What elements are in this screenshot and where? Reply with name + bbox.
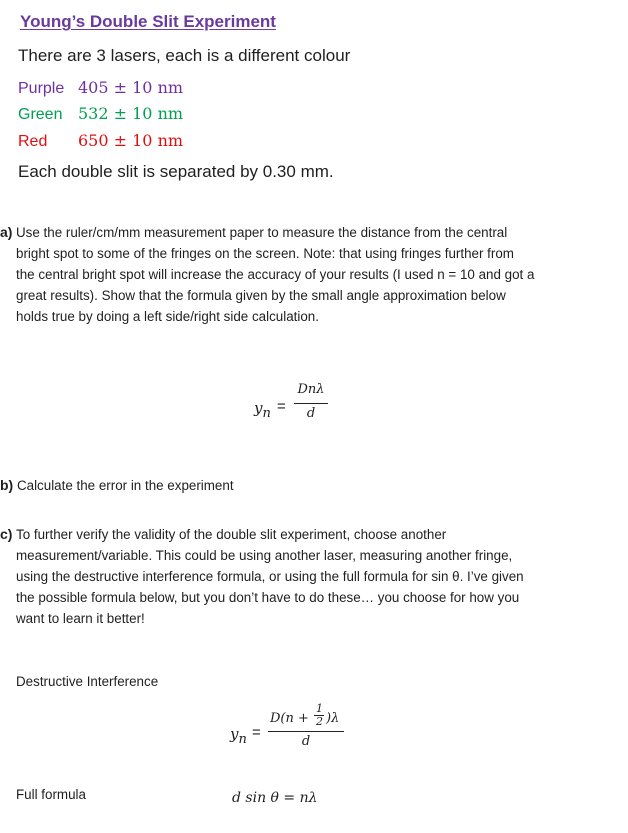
question-b	[0, 475, 234, 496]
question-line: the possible formula below, but you don’t have to do these… you choose for how you	[16, 590, 520, 605]
question-label: b)	[0, 477, 14, 493]
formula-small-angle	[254, 382, 344, 432]
formula-lhs: y	[254, 399, 263, 417]
formula-lhs: y	[230, 725, 239, 743]
question-line: want to learn it better!	[16, 611, 145, 626]
formula-lhs-sub: n	[262, 406, 271, 421]
question-line: To further verify the validity of the double slit experiment, choose another	[16, 527, 447, 542]
question-line: great results). Show that the formula given by the small angle approximation below	[16, 288, 506, 303]
question-a	[0, 222, 620, 327]
fraction-bar	[294, 403, 328, 404]
question-text: Calculate the error in the experiment	[16, 478, 234, 493]
formula-eq: =	[277, 398, 286, 415]
formula-denominator: d	[306, 406, 316, 421]
question-c	[0, 524, 620, 629]
laser-name: Purple	[18, 80, 65, 97]
question-line: the central bright spot will increase the accuracy of your results (I used n = 10 and got a	[16, 267, 535, 282]
question-line: holds true by doing a left side/right side calculation.	[16, 309, 319, 324]
laser-value: 650 ± 10 nm	[78, 131, 184, 150]
formula-eq: =	[252, 724, 261, 741]
page-title: Young’s Double Slit Experiment	[20, 12, 276, 31]
question-line: measurement/variable. This could be using another laser, measuring another fringe,	[16, 548, 513, 563]
laser-red	[18, 131, 183, 151]
laser-value: 405 ± 10 nm	[78, 78, 184, 97]
question-label: a)	[0, 224, 13, 240]
intro-text: There are 3 lasers, each is a different colour	[18, 46, 351, 65]
full-formula-label: Full formula	[16, 787, 86, 802]
fraction-bar	[268, 731, 344, 732]
question-line: using the destructive interference formula, or using the full formula for sin θ. I’ve given	[16, 569, 524, 584]
laser-purple	[18, 78, 183, 98]
formula-numerator-a: D(n +	[270, 711, 309, 726]
question-line: bright spot to some of the fringes on the screen. Note: that using fringes further from	[16, 246, 514, 261]
question-label: c)	[0, 526, 13, 542]
question-line: Use the ruler/cm/mm measurement paper to measure the distance from the central	[16, 225, 508, 240]
laser-name: Red	[18, 133, 48, 150]
laser-name: Green	[18, 106, 63, 123]
formula-numerator: Dnλ	[297, 382, 325, 397]
formula-lhs-sub: n	[238, 732, 247, 747]
laser-value: 532 ± 10 nm	[78, 104, 184, 123]
destructive-label: Destructive Interference	[16, 674, 159, 689]
half-numerator: 1	[316, 702, 323, 715]
formula-destructive	[230, 704, 360, 760]
formula-full: d sin θ = nλ	[232, 790, 318, 806]
formula-denominator: d	[301, 734, 311, 749]
laser-green	[18, 104, 183, 124]
half-denominator: 2	[316, 715, 323, 728]
slit-separation: Each double slit is separated by 0.30 mm.	[18, 162, 334, 181]
formula-numerator-b: )λ	[326, 711, 340, 726]
